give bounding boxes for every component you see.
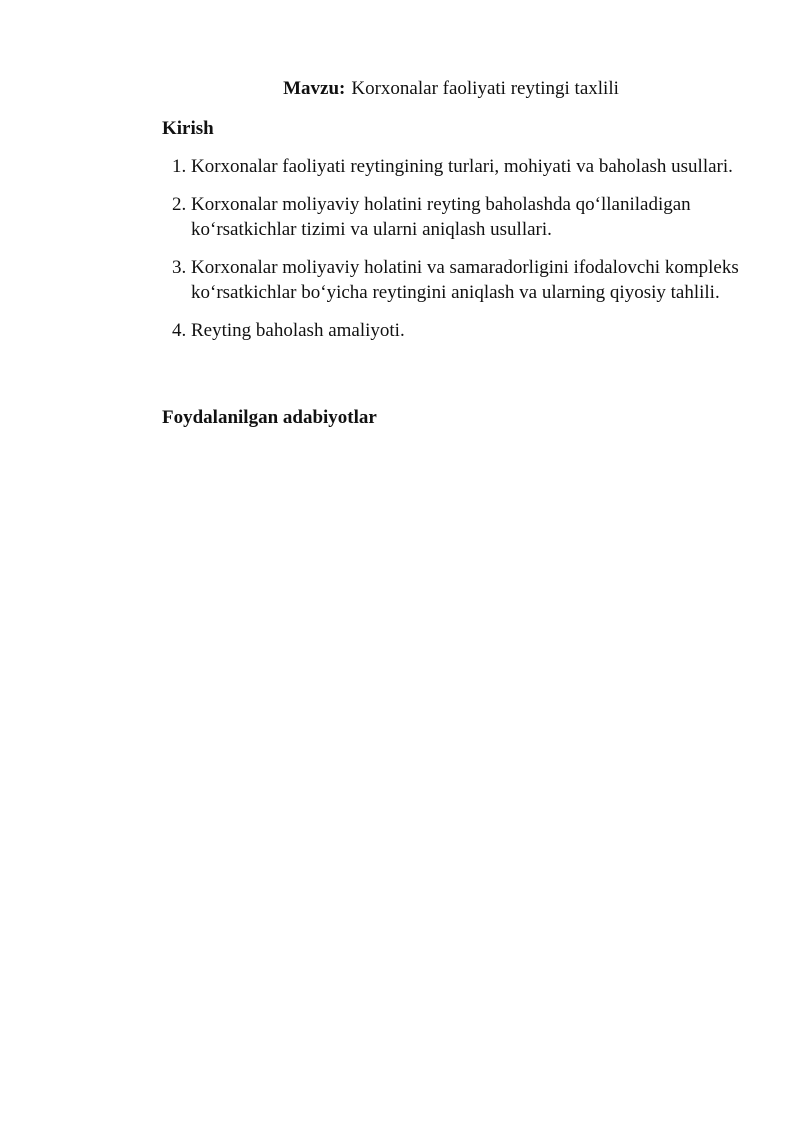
toc-item-number: 2.: [172, 194, 187, 215]
toc-item-text: Korxonalar faoliyati reytingining turlari, mohiyati va baholash usullari.: [191, 156, 733, 177]
toc-item-text: Korxonalar moliyaviy holatini va samaradorligini ifodalovchi kompleks ko‘rsatkichlar bo‘yicha reytingini aniqlash va ularning qiyosiy tahlili.: [191, 257, 739, 303]
toc-item: [172, 318, 772, 343]
toc-item-number: 1.: [172, 156, 187, 177]
references-heading: Foydalanilgan adabiyotlar: [162, 407, 377, 428]
page-title: [0, 77, 800, 101]
toc-item-text: Reyting baholash amaliyoti.: [191, 320, 405, 341]
toc-item-number: 4.: [172, 320, 187, 341]
toc-item-text: Korxonalar moliyaviy holatini reyting baholashda qo‘llaniladigan ko‘rsatkichlar tizimi va ularni aniqlash usullari.: [191, 194, 691, 240]
toc-item: [172, 154, 772, 179]
table-of-contents: [172, 154, 772, 356]
intro-heading: Kirish: [162, 118, 214, 139]
title-text: Korxonalar faoliyati reytingi taxlili: [351, 78, 619, 99]
toc-item: [172, 255, 772, 305]
toc-item: [172, 192, 772, 242]
title-label: Mavzu:: [283, 78, 346, 99]
toc-item-number: 3.: [172, 257, 187, 278]
